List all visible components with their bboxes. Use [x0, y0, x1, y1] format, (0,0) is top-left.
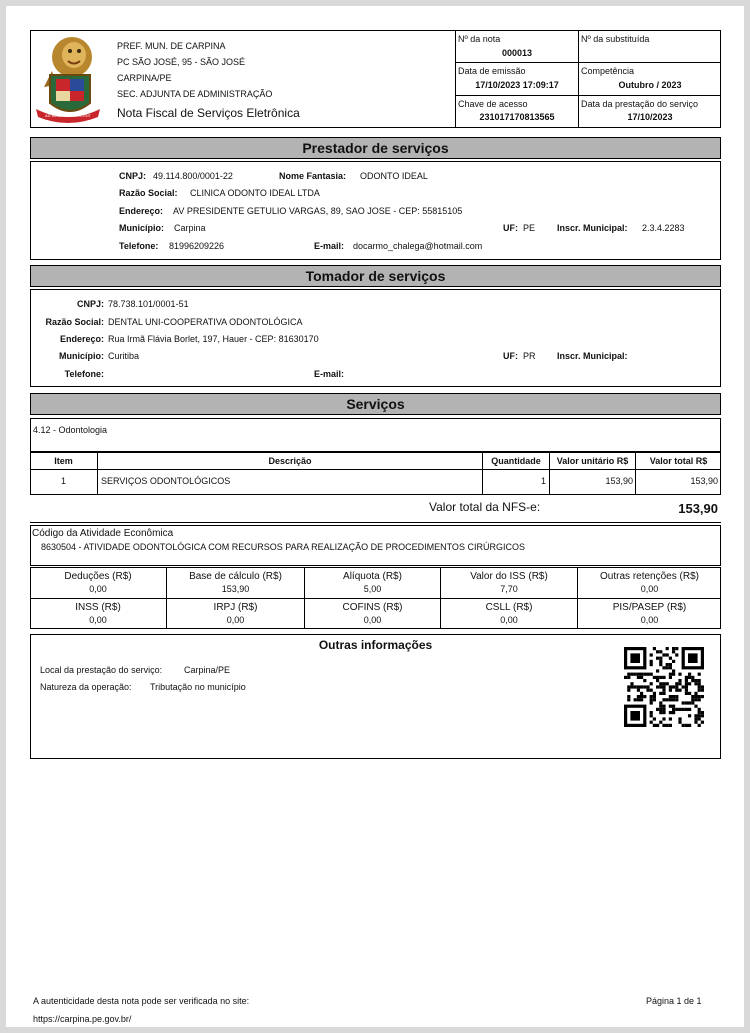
footer-page-number: Página 1 de 1: [646, 996, 702, 1006]
aliquota-value: 5,00: [363, 584, 382, 594]
natureza-operacao-label: Natureza da operação:: [40, 682, 132, 692]
org-name: PREF. MUN. DE CARPINA: [117, 41, 226, 51]
prestacao-value: 17/10/2023: [627, 112, 673, 122]
irpj-label: IRPJ (R$): [213, 602, 258, 613]
prestador-razao: CLINICA ODONTO IDEAL LTDA: [190, 188, 320, 198]
prestador-municipio: Carpina: [174, 223, 206, 233]
pis-pasep-label: PIS/PASEP (R$): [612, 602, 687, 613]
prestador-telefone: 81996209226: [169, 241, 225, 251]
org-city: CARPINA/PE: [117, 73, 172, 83]
csll-value: 0,00: [500, 615, 518, 625]
row-total: 153,90: [690, 476, 718, 486]
tomador-uf: PR: [523, 351, 536, 361]
local-prestacao-label: Local da prestação do serviço:: [40, 665, 163, 675]
prestador-cnpj-label: CNPJ:: [119, 171, 147, 181]
nfse-document: [6, 6, 744, 1027]
tomador-municipio: Curitiba: [108, 351, 140, 361]
tomador-telefone-label: Telefone:: [64, 369, 104, 379]
tomador-endereco: Rua Irmã Flávia Borlet, 197, Hauer - CEP: 81630170: [108, 334, 319, 344]
row-unitario: 153,90: [605, 476, 633, 486]
row-descricao: SERVIÇOS ODONTOLÓGICOS: [101, 476, 231, 486]
prestador-inscr: 2.3.4.2283: [642, 223, 685, 233]
deducoes-label: Deduções (R$): [64, 571, 132, 582]
footer-authenticity: A autenticidade desta nota pode ser verificada no site:: [33, 996, 250, 1006]
tomador-uf-label: UF:: [503, 351, 518, 361]
prestador-telefone-label: Telefone:: [119, 241, 159, 251]
outras-info-title: Outras informações: [318, 638, 433, 652]
prestador-header: Prestador de serviços: [30, 137, 721, 159]
tomador-cnpj-label: CNPJ:: [76, 299, 104, 309]
col-quantidade-header: Quantidade: [491, 456, 541, 466]
org-address: PC SÃO JOSÉ, 95 - SÃO JOSÉ: [117, 57, 246, 67]
prestador-endereco: AV PRESIDENTE GETULIO VARGAS, 89, SAO JOSE - CEP: 55815105: [173, 206, 463, 216]
servicos-codigo: 4.12 - Odontologia: [33, 425, 108, 435]
col-total-header: Valor total R$: [649, 456, 708, 466]
prestador-fantasia-label: Nome Fantasia:: [279, 171, 347, 181]
row-item: 1: [60, 476, 66, 486]
inss-label: INSS (R$): [75, 602, 121, 613]
tomador-razao-label: Razão Social:: [45, 317, 104, 327]
prestador-cnpj: 49.114.800/0001-22: [153, 171, 233, 181]
csll-label: CSLL (R$): [485, 602, 533, 613]
base-calculo-label: Base de cálculo (R$): [189, 571, 282, 582]
col-item-header: Item: [54, 456, 73, 466]
competencia-label: Competência: [581, 66, 635, 76]
tomador-email-label: E-mail:: [314, 369, 345, 379]
prestador-uf-label: UF:: [503, 223, 518, 233]
tomador-inscr-label: Inscr. Municipal:: [557, 351, 628, 361]
irpj-value: 0,00: [226, 615, 245, 625]
chave-value: 231017170813565: [479, 112, 555, 122]
prestador-email: docarmo_chalega@hotmail.com: [353, 241, 483, 251]
servicos-header: Serviços: [30, 393, 721, 415]
outras-info-box: [30, 634, 721, 759]
pis-pasep-value: 0,00: [640, 615, 659, 625]
prestador-municipio-label: Município:: [119, 223, 164, 233]
coat-of-arms-logo: [32, 33, 104, 125]
tomador-municipio-label: Município:: [59, 351, 104, 361]
local-prestacao-value: Carpina/PE: [184, 665, 231, 675]
nota-value: 000013: [501, 48, 533, 58]
row-quantidade: 1: [540, 476, 546, 486]
valor-iss-value: 7,70: [500, 584, 518, 594]
aliquota-label: Alíquota (R$): [343, 571, 402, 582]
prestacao-label: Data da prestação do serviço: [581, 99, 699, 109]
prestador-email-label: E-mail:: [314, 241, 345, 251]
outras-retencoes-label: Outras retenções (R$): [600, 571, 699, 582]
footer-url[interactable]: https://carpina.pe.gov.br/: [33, 1014, 132, 1024]
chave-label: Chave de acesso: [458, 99, 528, 109]
competencia-value: Outubro / 2023: [618, 80, 682, 90]
valor-total-value: 153,90: [678, 501, 718, 516]
document-title: Nota Fiscal de Serviços Eletrônica: [117, 106, 300, 120]
prestador-fantasia: ODONTO IDEAL: [360, 171, 428, 181]
deducoes-value: 0,00: [89, 584, 107, 594]
col-unitario-header: Valor unitário R$: [556, 456, 629, 466]
org-department: SEC. ADJUNTA DE ADMINISTRAÇÃO: [117, 89, 273, 99]
prestador-inscr-label: Inscr. Municipal:: [557, 223, 628, 233]
prestador-endereco-label: Endereço:: [119, 206, 164, 216]
base-calculo-value: 153,90: [221, 584, 250, 594]
atividade-label: Código da Atividade Econômica: [32, 528, 174, 539]
emissao-label: Data de emissão: [458, 66, 526, 76]
emissao-value: 17/10/2023 17:09:17: [475, 80, 559, 90]
qr-code-icon: [624, 647, 704, 727]
cofins-value: 0,00: [363, 615, 382, 625]
col-descricao-header: Descrição: [268, 456, 312, 466]
tomador-header: Tomador de serviços: [30, 265, 721, 287]
tomador-razao: DENTAL UNI-COOPERATIVA ODONTOLÓGICA: [108, 317, 303, 327]
atividade-value: 8630504 - ATIVIDADE ODONTOLÓGICA COM RECURSOS PARA REALIZAÇÃO DE PROCEDIMENTOS CIRÚRGICOS: [41, 542, 525, 552]
logo-ribbon-text: AD MAIOREM CONTIGIT: [45, 113, 91, 118]
outras-retencoes-value: 0,00: [640, 584, 659, 594]
servicos-codigo-box: [30, 418, 721, 452]
prestador-razao-label: Razão Social:: [119, 188, 178, 198]
valor-total-label: Valor total da NFS-e:: [429, 500, 541, 514]
valor-iss-label: Valor do ISS (R$): [470, 571, 548, 582]
substituida-label: Nº da substituída: [581, 34, 650, 44]
cofins-label: COFINS (R$): [342, 602, 403, 613]
tomador-endereco-label: Endereço:: [59, 334, 104, 344]
prestador-uf: PE: [523, 223, 536, 233]
tomador-cnpj: 78.738.101/0001-51: [108, 299, 189, 309]
natureza-operacao-value: Tributação no município: [150, 682, 246, 692]
nota-label: Nº da nota: [458, 34, 501, 44]
inss-value: 0,00: [89, 615, 107, 625]
